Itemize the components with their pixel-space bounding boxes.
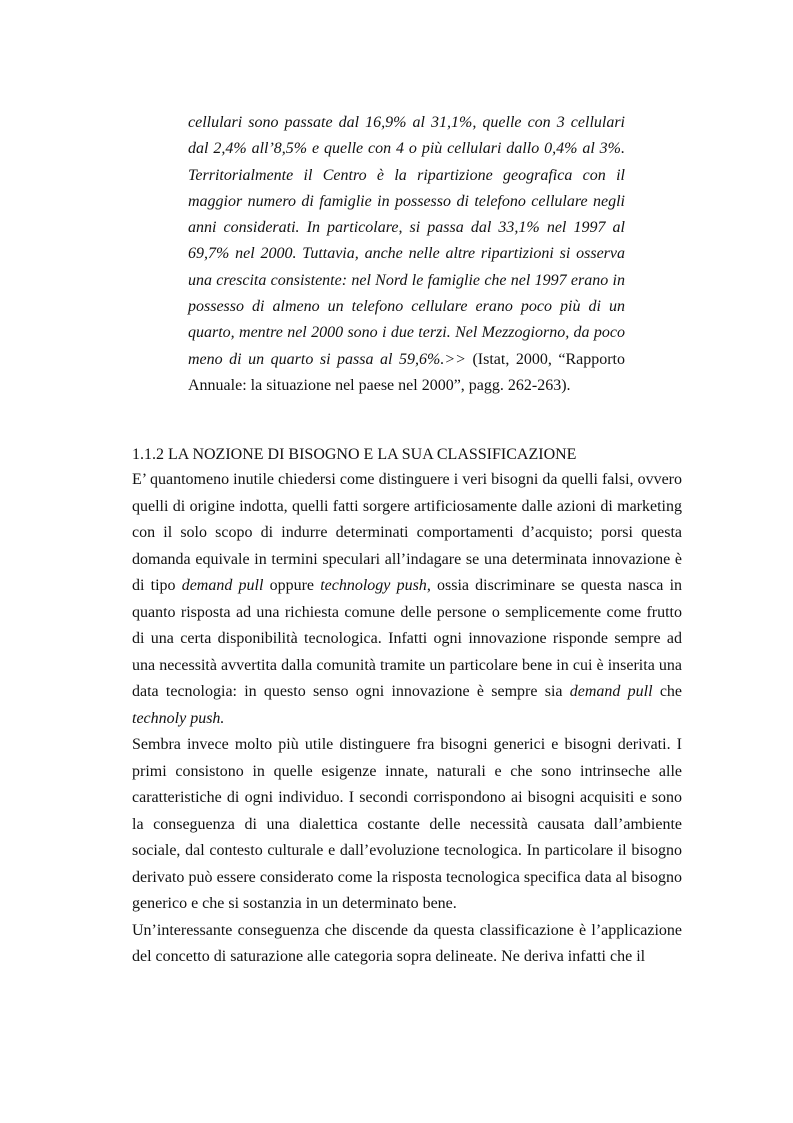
paragraph-1-text-a: E’ quantomeno inutile chiedersi come distinguere i veri bisogni da quelli falsi, ovvero quelli di origine indotta, quelli fatti sorgere artificiosamente dalle azioni di marketing con il solo scopo di indurre determinati comportamenti d’acquisto; porsi questa domanda equivale in termini speculari all’indagare se una determinata innovazione è di tipo	[132, 471, 682, 594]
section-body	[132, 443, 682, 971]
paragraph-3: Un’interessante conseguenza che discende da questa classificazione è l’applicazione del concetto di saturazione alle categoria sopra delineate. Ne deriva infatti che il	[132, 921, 682, 965]
paragraph-1-term-technoly-push: technoly push.	[132, 709, 225, 727]
paragraph-1	[132, 467, 682, 732]
block-quote	[188, 110, 625, 399]
quote-citation: (Istat, 2000, “Rapporto Annuale: la situazione nel paese nel 2000”, pagg. 262-263).	[188, 350, 626, 394]
paragraph-1-term-demand-pull-2: demand pull	[569, 683, 653, 700]
section-heading: 1.1.2 LA NOZIONE DI BISOGNO E LA SUA CLASSIFICAZIONE	[132, 446, 577, 463]
paragraph-1-text-b: oppure	[263, 577, 321, 594]
quote-italic-text: cellulari sono passate dal 16,9% al 31,1%, quelle con 3 cellulari dal 2,4% all’8,5% e quelle con 4 o più cellulari dallo 0,4% al 3%. Territorialmente il Centro è la ripartizione geografica con il maggior numero di famiglie in possesso di telefono cellulare negli anni considerati. In particolare, si passa dal 33,1% nel 1997 al 69,7% nel 2000. Tuttavia, anche nelle altre ripartizioni si osserva una crescita consistente: nel Nord le famiglie che nel 1997 erano in possesso di almeno un telefono cellulare erano poco più di un quarto, mentre nel 2000 sono i due terzi. Nel Mezzogiorno, da poco meno di un quarto si passa al 59,6%.>>	[188, 114, 625, 368]
paragraph-1-term-demand-pull: demand pull	[181, 577, 264, 594]
paragraph-1-text-d: che	[652, 683, 683, 700]
paragraph-1-term-technology-push: technology push	[320, 577, 427, 594]
paragraph-2: Sembra invece molto più utile distinguere fra bisogni generici e bisogni derivati. I primi consistono in quelle esigenze innate, naturali e che sono intrinseche alle caratteristiche di ogni individuo. I secondi corrispondono ai bisogni acquisiti e sono la conseguenza di una dialettica costante delle necessità causata dall’ambiente sociale, dal contesto culturale e dall’evoluzione tecnologica. In particolare il bisogno derivato può essere considerato come la risposta tecnologica specifica data al bisogno generico e che si sostanzia in un determinato bene.	[132, 736, 682, 912]
paragraph-1-text-c: , ossia discriminare se questa nasca in quanto risposta ad una richiesta comune delle persone o semplicemente come frutto di una certa disponibilità tecnologica. Infatti ogni innovazione risponde sempre ad una necessità avvertita dalla comunità tramite un particolare bene in cui è inserita una data tecnologia: in questo senso ogni innovazione è sempre sia	[132, 577, 683, 700]
